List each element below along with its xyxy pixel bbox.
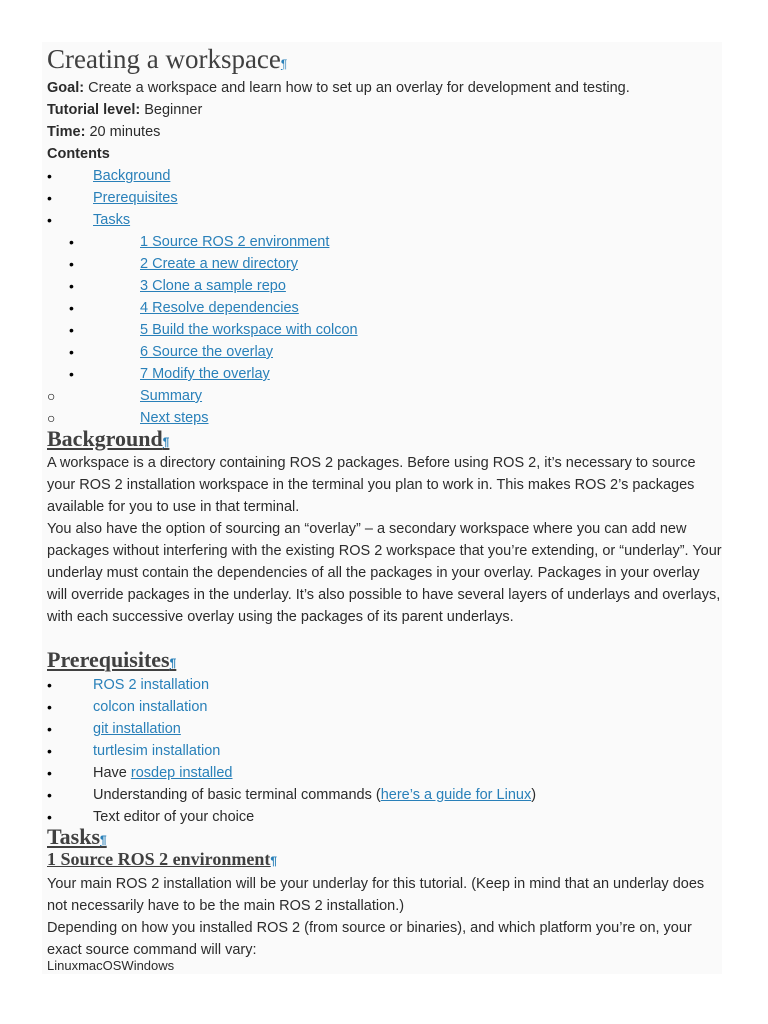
prerequisites-heading	[47, 647, 176, 673]
prereq-ros2-installation[interactable]: ROS 2 installation	[93, 677, 210, 693]
prereq-colcon-installation[interactable]: colcon installation	[93, 699, 208, 715]
background-heading-text: Background	[47, 426, 163, 451]
bullet-icon: •	[47, 787, 52, 803]
task-1-anchor-link[interactable]: ¶	[270, 854, 278, 868]
toc-link-task-2[interactable]: 2 Create a new directory	[140, 256, 298, 272]
prereq-rosdep-item	[93, 762, 232, 784]
platform-tabs[interactable]: LinuxmacOSWindows	[47, 958, 175, 973]
bullet-icon: •	[47, 743, 52, 759]
bullet-icon: •	[47, 721, 52, 737]
bullet-icon: •	[69, 278, 74, 294]
toc-link-background[interactable]: Background	[93, 168, 171, 184]
task-1-heading	[47, 849, 277, 870]
tasks-anchor-link[interactable]: ¶	[100, 833, 107, 847]
prereq-understanding-text: Understanding of basic terminal commands (	[93, 787, 381, 803]
bullet-icon: •	[69, 344, 74, 360]
bullet-icon: •	[69, 366, 74, 382]
background-paragraph-2: You also have the option of sourcing an “overlay” – a secondary workspace where you can add new packages without interfering with the existing ROS 2 workspace that you’re extending, or “underlay”. Your underlay must contain the dependencies of all the packages in your overlay. Packages in your overlay will override packages in the underlay. It’s also possible to have several layers of underlays and overlays, with each successive overlay using the packages of its parent underlays.	[47, 521, 722, 625]
prereq-linux-guide-link[interactable]: here’s a guide for Linux	[380, 787, 532, 803]
bullet-icon: •	[47, 168, 52, 184]
prereq-have-text: Have	[93, 765, 131, 781]
prereq-terminal-item	[93, 784, 536, 806]
toc-link-tasks[interactable]: Tasks	[93, 212, 131, 228]
prereq-close-paren: )	[531, 787, 537, 803]
prerequisites-anchor-link[interactable]: ¶	[169, 656, 177, 670]
prereq-git-installation[interactable]: git installation	[93, 721, 181, 737]
task-1-paragraph-1: Your main ROS 2 installation will be your underlay for this tutorial. (Keep in mind that an underlay does not necessarily have to be the main ROS 2 installation.)	[47, 876, 705, 914]
toc-link-summary[interactable]: Summary	[140, 388, 203, 404]
prereq-text-editor: Text editor of your choice	[93, 809, 255, 825]
tasks-heading-text: Tasks	[47, 824, 101, 849]
tasks-heading	[47, 824, 107, 850]
toc-link-prerequisites[interactable]: Prerequisites	[93, 190, 178, 206]
prereq-turtlesim-installation[interactable]: turtlesim installation	[93, 743, 221, 759]
page-title-text: Creating a workspace	[47, 44, 281, 74]
time-line	[47, 121, 160, 143]
prerequisites-heading-text: Prerequisites	[47, 647, 170, 672]
bullet-icon: •	[47, 190, 52, 206]
contents-heading	[47, 143, 110, 165]
bullet-icon: •	[69, 256, 74, 272]
background-heading	[47, 426, 169, 452]
bullet-icon: •	[69, 300, 74, 316]
bullet-icon: •	[47, 809, 52, 825]
goal-line	[47, 77, 630, 99]
bullet-icon: •	[47, 699, 52, 715]
task-1-heading-text: 1 Source ROS 2 environment	[47, 849, 271, 869]
document-page	[42, 42, 722, 974]
toc-link-task-5[interactable]: 5 Build the workspace with colcon	[140, 322, 358, 338]
level-text: Beginner	[144, 102, 203, 118]
background-paragraph-1: A workspace is a directory containing ROS 2 packages. Before using ROS 2, it’s necessary to source your ROS 2 installation workspace in the terminal you plan to work in. This makes ROS 2’s packages available for you to use in that terminal.	[47, 455, 696, 515]
goal-text: Create a workspace and learn how to set up an overlay for development and testing.	[88, 80, 630, 96]
page-title	[47, 44, 287, 75]
contents-label: Contents	[47, 146, 110, 162]
toc-link-task-1[interactable]: 1 Source ROS 2 environment	[140, 234, 330, 250]
toc-link-task-4[interactable]: 4 Resolve dependencies	[140, 300, 299, 316]
title-anchor-link[interactable]: ¶	[280, 57, 288, 71]
toc-link-task-6[interactable]: 6 Source the overlay	[140, 344, 273, 360]
background-anchor-link[interactable]: ¶	[162, 435, 170, 449]
bullet-icon: •	[47, 677, 52, 693]
toc-link-next-steps[interactable]: Next steps	[140, 410, 209, 426]
goal-label: Goal:	[47, 80, 85, 96]
hollow-bullet-icon: ○	[47, 388, 56, 404]
task-1-paragraph-2: Depending on how you installed ROS 2 (from source or binaries), and which platform you’re on, your exact source command will vary:	[47, 920, 692, 958]
bullet-icon: •	[69, 322, 74, 338]
time-text: 20 minutes	[89, 124, 161, 140]
toc-link-task-7[interactable]: 7 Modify the overlay	[140, 366, 270, 382]
hollow-bullet-icon: ○	[47, 410, 56, 426]
bullet-icon: •	[47, 765, 52, 781]
bullet-icon: •	[69, 234, 74, 250]
bullet-icon: •	[47, 212, 52, 228]
level-label: Tutorial level:	[47, 102, 141, 118]
level-line	[47, 99, 202, 121]
prereq-rosdep-link[interactable]: rosdep installed	[130, 765, 233, 781]
toc-link-task-3[interactable]: 3 Clone a sample repo	[140, 278, 286, 294]
time-label: Time:	[47, 124, 86, 140]
